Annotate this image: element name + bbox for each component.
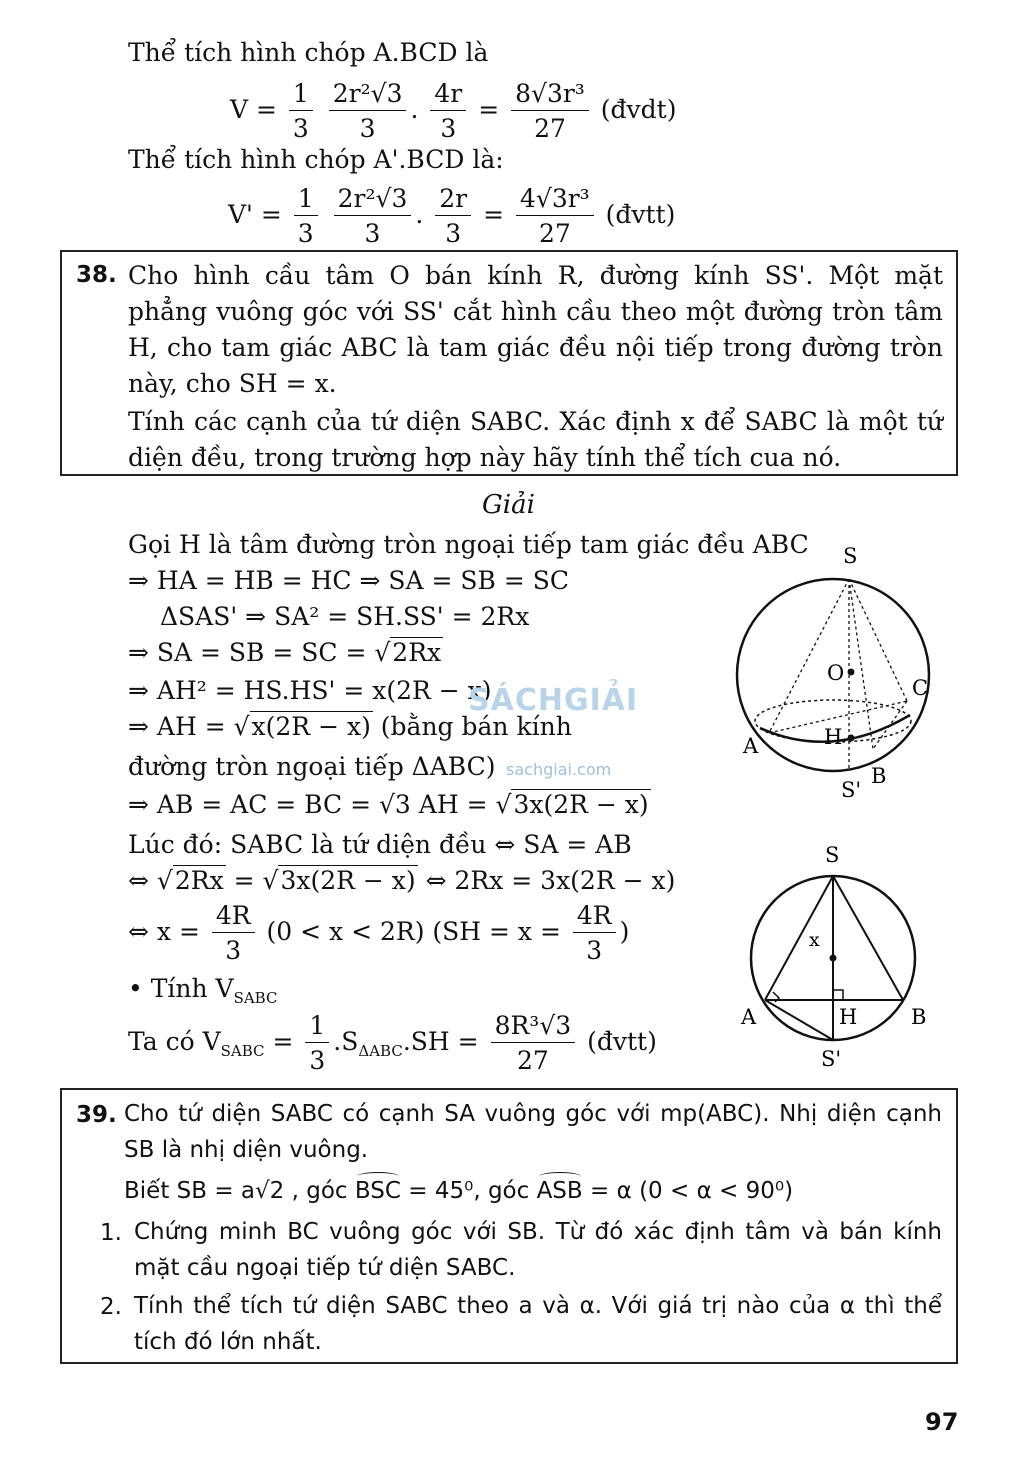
frac: $\frac{1}{3}$ bbox=[289, 80, 313, 143]
label-h: H bbox=[839, 1005, 858, 1029]
label-x: x bbox=[809, 929, 820, 951]
sol-line: ⇒ AB = AC = BC = √3 AH = √3x(2R − x) bbox=[128, 790, 649, 819]
frac: $\frac{\text{2r²√3}}{3}$ bbox=[334, 185, 412, 248]
sol-line: ⇒ AH² = HS.HS' = x(2R − x) bbox=[128, 676, 492, 705]
problem-38-text: Cho hình cầu tâm O bán kính R, đường kính SS'. Một mặt phẳng vuông góc với SS' cắt hình cầu theo một đường tròn tâm H, cho tam giác ABC là tam giác đều nội tiếp trong đường tròn này, cho SH = x. bbox=[128, 261, 943, 398]
sol-line: ΔSAS' ⇒ SA² = SH.SS' = 2Rx bbox=[160, 602, 530, 631]
watermark-brand: SÁCHGIẢI bbox=[468, 683, 639, 718]
problem-39-number: 39. bbox=[76, 1102, 117, 1128]
sol-line: Gọi H là tâm đường tròn ngoại tiếp tam giác đều ABC bbox=[128, 530, 809, 559]
label-b: B bbox=[871, 764, 887, 788]
sol-line: Ta có $V_{SABC}$ = $\frac{1}{3}$ $.S_{\Delta ABC}.SH$ = $\frac{\text{8R³√3}}{27}$ (đvtt) bbox=[128, 1011, 657, 1075]
label-o: O bbox=[827, 661, 845, 685]
frac: $\frac{\text{8√3r³}}{27}$ bbox=[511, 80, 589, 143]
sol-line: ⇔ √2Rx = √3x(2R − x) ⇔ 2Rx = 3x(2R − x) bbox=[128, 866, 676, 895]
page-number: 97 bbox=[925, 1408, 959, 1436]
v-label: V = bbox=[230, 95, 277, 124]
sol-line: đường tròn ngoại tiếp ΔABC) bbox=[128, 752, 496, 781]
solution-heading: Giải bbox=[482, 490, 535, 520]
label-a: A bbox=[741, 1005, 757, 1029]
volume-formula-v: V = $\frac{1}{3}$ $\frac{\text{2r²√3}}{3}$ . $\frac{4r}{3}$ = $\frac{\text{8√3r³}}{27}$ (đvdt) bbox=[230, 79, 677, 143]
frac: $\frac{\text{4√3r³}}{27}$ bbox=[516, 185, 594, 248]
sol-line: • Tính $V_{SABC}$ bbox=[128, 974, 278, 1007]
sol-line: ⇔ x = $\frac{4R}{3}$ (0 < x < 2R) (SH = x = $\frac{4R}{3}$ ) bbox=[128, 901, 630, 965]
frac: $\frac{4r}{3}$ bbox=[430, 80, 466, 143]
problem-39-text: Cho tứ diện SABC có cạnh SA vuông góc với mp(ABC). Nhị diện cạnh SB là nhị diện vuông. bbox=[124, 1101, 942, 1163]
item-1-number: 1. bbox=[100, 1220, 122, 1246]
watermark-url: sachgiai.com bbox=[506, 760, 612, 779]
figure-cross-section bbox=[735, 840, 950, 1070]
label-sprime: S' bbox=[841, 778, 862, 802]
label-b: B bbox=[911, 1005, 927, 1029]
label-s: S bbox=[825, 843, 840, 867]
volume-formula-vprime: V' = $\frac{1}{3}$ $\frac{\text{2r²√3}}{3}$ . $\frac{2r}{3}$ = $\frac{\text{4√3r³}}{27}$ (đvtt) bbox=[228, 184, 676, 248]
frac: $\frac{2r}{3}$ bbox=[435, 185, 471, 248]
item-2-number: 2. bbox=[100, 1294, 122, 1320]
label-sprime: S' bbox=[821, 1047, 842, 1070]
label-s: S bbox=[843, 544, 858, 568]
frac: $\frac{1}{3}$ bbox=[294, 185, 318, 248]
problem-38-question: Tính các cạnh của tứ diện SABC. Xác định x để SABC là một tứ diện đều, trong trường hợp này hãy tính thể tích cua nó. bbox=[128, 407, 943, 472]
prev-line2: Thể tích hình chóp A'.BCD là: bbox=[128, 145, 504, 174]
sol-line: ⇒ SA = SB = SC = √2Rx bbox=[128, 638, 442, 667]
v-unit: (đvdt) bbox=[600, 95, 677, 124]
item-2-text: Tính thể tích tứ diện SABC theo a và α. Với giá trị nào của α thì thể tích đó lớn nhất. bbox=[134, 1293, 942, 1355]
sol-line: ⇒ AH = √x(2R − x) (bằng bán kính bbox=[128, 712, 572, 741]
sol-line: Lúc đó: SABC là tứ diện đều ⇔ SA = AB bbox=[128, 830, 632, 859]
problem-39-given: Biết SB = a√2 , góc BSC = 45⁰, góc ASB = α (0 < α < 90⁰) bbox=[124, 1178, 794, 1204]
label-c: C bbox=[912, 676, 929, 700]
label-a: A bbox=[743, 734, 759, 758]
frac: $\frac{\text{2r²√3}}{3}$ bbox=[329, 80, 407, 143]
label-h: H bbox=[824, 725, 843, 749]
problem-38-number: 38. bbox=[76, 262, 117, 288]
prev-line1: Thể tích hình chóp A.BCD là bbox=[128, 38, 489, 67]
sol-line: ⇒ HA = HB = HC ⇒ SA = SB = SC bbox=[128, 566, 569, 595]
item-1-text: Chứng minh BC vuông góc với SB. Từ đó xác định tâm và bán kính mặt cầu ngoại tiếp tứ diện SABC. bbox=[134, 1219, 942, 1281]
figure-sphere-pyramid bbox=[735, 535, 950, 805]
